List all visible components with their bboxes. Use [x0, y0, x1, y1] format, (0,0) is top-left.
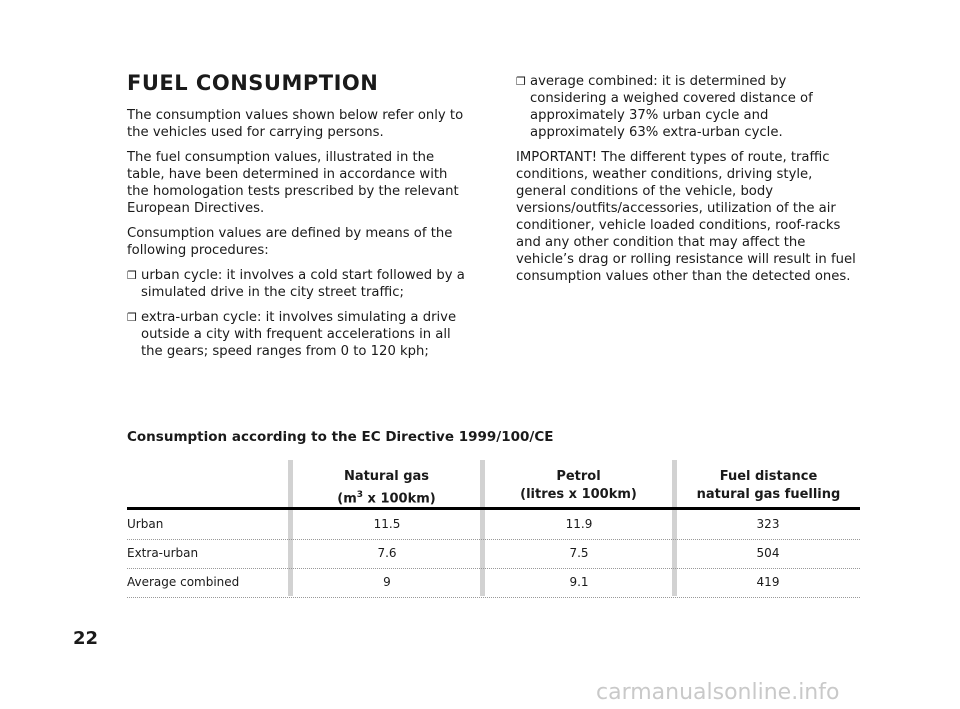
consumption-table: [127, 460, 860, 596]
checkbox-bullet-icon: ❒: [516, 75, 526, 88]
bullet-extra-urban-cycle: [127, 309, 467, 360]
petrol-value: 9.1: [569, 575, 589, 589]
right-column: [516, 73, 861, 293]
checkbox-bullet-icon: ❒: [127, 311, 137, 324]
bullet-text: average combined: it is determined by considering a weighed covered distance of approximately 37% urban cycle and approximately 63% extra-urban cycle.: [530, 74, 813, 140]
table-row: [127, 539, 860, 569]
row-label: Extra-urban: [127, 546, 199, 560]
table-row: [127, 568, 860, 598]
row-label: Urban: [127, 517, 164, 531]
page-number: 22: [73, 628, 99, 649]
gas-value: 9: [383, 575, 391, 589]
checkbox-bullet-icon: ❒: [127, 269, 137, 282]
procedures-paragraph: Consumption values are defined by means of the following procedures:: [127, 226, 453, 258]
left-column: [127, 72, 467, 368]
distance-value: 419: [756, 575, 780, 589]
gas-value: 11.5: [373, 517, 401, 531]
petrol-value: 7.5: [569, 546, 589, 560]
watermark: carmanualsonline.info: [596, 680, 840, 705]
table-title: Consumption according to the EC Directive 1999/100/CE: [127, 429, 554, 445]
bullet-urban-cycle: [127, 267, 467, 301]
petrol-value: 11.9: [565, 517, 593, 531]
row-label: Average combined: [127, 575, 240, 589]
distance-value: 323: [756, 517, 780, 531]
distance-value: 504: [756, 546, 780, 560]
section-heading: FUEL CONSUMPTION: [127, 71, 379, 95]
important-paragraph: IMPORTANT! The different types of route, traffic conditions, weather conditions, driving style, general conditions of the vehicle, body versions/outfits/accessories, utilization of the air conditioner, vehicle loaded conditions, roof-racks and any other condition that may affect the vehicle’s drag or rolling resistance will result in fuel consumption values other than the detected ones.: [516, 150, 856, 284]
method-paragraph: The fuel consumption values, illustrated in the table, have been determined in accordance with the homologation tests prescribed by the relevant European Directives.: [127, 150, 459, 216]
intro-paragraph: The consumption values shown below refer only to the vehicles used for carrying persons.: [127, 108, 464, 140]
table-row: [127, 510, 860, 540]
header-petrol: Petrol (litres x 100km): [520, 469, 637, 502]
bullet-text: urban cycle: it involves a cold start followed by a simulated drive in the city street traffic;: [141, 268, 465, 300]
header-fuel-distance: Fuel distance natural gas fuelling: [696, 469, 841, 502]
bullet-text: extra-urban cycle: it involves simulating a drive outside a city with frequent accelerations in all the gears; speed ranges from 0 to 120 kph;: [141, 310, 457, 359]
header-natural-gas: Natural gas ($m^3$ x 100km): [337, 469, 436, 507]
bullet-average-combined: [516, 73, 861, 141]
gas-value: 7.6: [377, 546, 397, 560]
